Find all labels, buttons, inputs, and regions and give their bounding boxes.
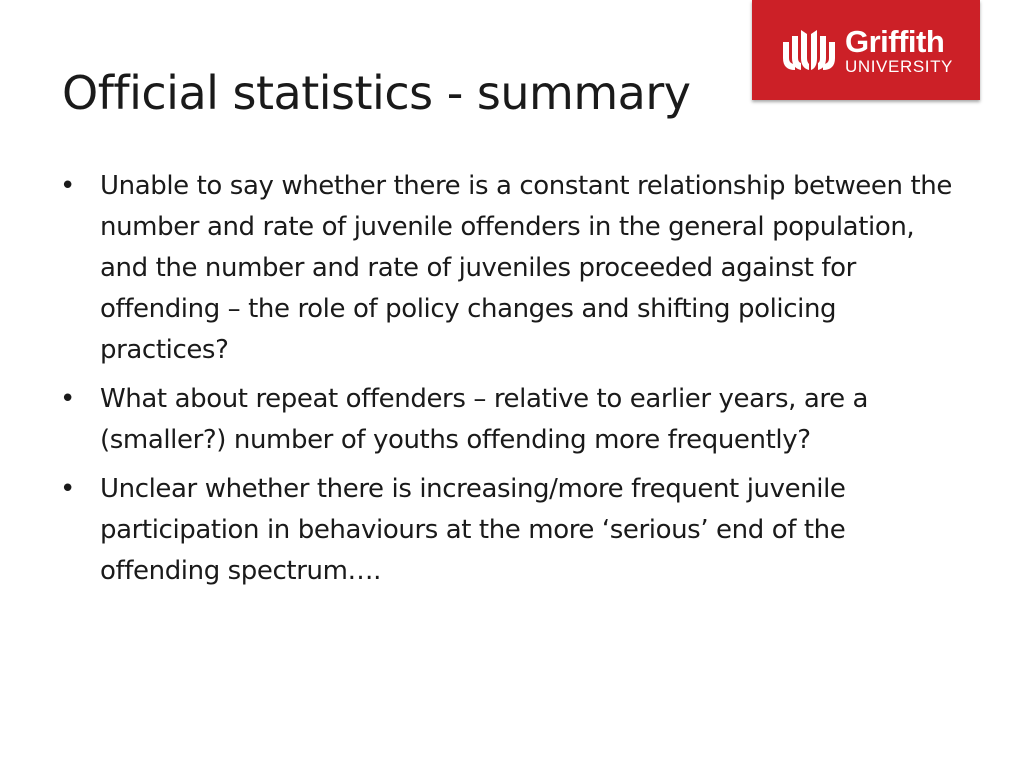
bullet-text: Unable to say whether there is a constant relationship between the number and rate of juvenile offenders in the general population, and the number and rate of juveniles proceeded against for offending – the role of policy changes and shifting policing practices?	[100, 171, 952, 365]
bullet-item	[60, 379, 960, 461]
bullet-dot-icon: •	[60, 474, 75, 504]
bullet-dot-icon: •	[60, 384, 75, 414]
logo-subtitle: UNIVERSITY	[844, 56, 954, 76]
flame-emblem-icon	[779, 28, 839, 72]
slide-title: Official statistics - summary	[62, 66, 691, 120]
logo-wordmark	[844, 23, 954, 76]
bullet-item	[60, 469, 960, 592]
bullet-item	[60, 166, 960, 371]
bullet-list	[60, 166, 960, 600]
bullet-text: Unclear whether there is increasing/more frequent juvenile participation in behaviours at the more ‘serious’ end of the offending spectrum….	[100, 474, 846, 586]
bullet-dot-icon: •	[60, 171, 75, 201]
bullet-text: What about repeat offenders – relative to earlier years, are a (smaller?) number of youths offending more frequently?	[100, 384, 869, 455]
logo-name: Griffith	[844, 23, 945, 59]
griffith-university-logo	[752, 0, 980, 100]
